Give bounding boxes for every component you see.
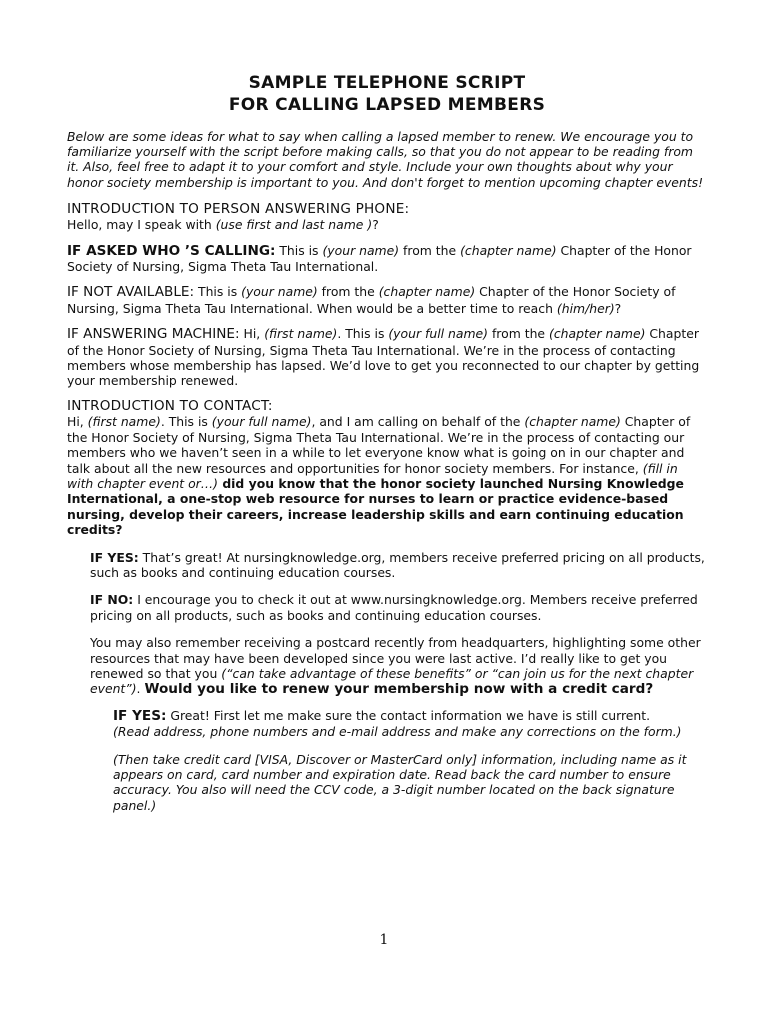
text-run: You may also remember receiving a postcard recently from headquarters, highlighting some other resources that may have been developed since you were last active. I’d really like to get you renewed so that you xyxy=(90,635,701,681)
section-who-calling xyxy=(67,243,707,275)
placeholder-text: (your full name) xyxy=(211,414,312,430)
page-title: SAMPLE TELEPHONE SCRIPT xyxy=(248,73,526,93)
section-heading: INTRODUCTION TO PERSON ANSWERING PHONE: xyxy=(67,200,410,217)
if-yes-response xyxy=(90,550,707,581)
page-number: 1 xyxy=(379,932,389,948)
section-text xyxy=(67,243,707,275)
text-run: Hello, may I speak with xyxy=(67,217,216,233)
if-yes-renew xyxy=(113,708,707,740)
section-text xyxy=(67,414,707,537)
text-run: Great! First let me make sure the contact information we have is still current. xyxy=(166,707,651,723)
credit-card-note xyxy=(113,752,707,814)
placeholder-text: (first name) xyxy=(264,326,338,342)
text-run: Chapter of the Honor Society of Nursing, Sigma Theta Tau International. We’re in the process of contacting our members who we haven’t seen in a while to let everyone know what is going on in our chapter and talk about all the new resources and opportunities for honor society members. For instance, xyxy=(67,414,691,476)
text-run: Chapter of the Honor Society of Nursing, Sigma Theta Tau International. We’re in the process of contacting members whose membership has lapsed. We’d love to get you reconnected to our chapter by getting your membership renewed. xyxy=(67,326,700,389)
section-heading: INTRODUCTION TO CONTACT: xyxy=(67,397,273,414)
section-person-answering xyxy=(67,202,707,233)
text-run: This is xyxy=(194,284,242,300)
intro-paragraph: Below are some ideas for what to say when calling a lapsed member to renew. We encourage you to familiarize yourself with the script before making calls, so that you do not appear to be reading from it. Also, feel free to adapt it to your comfort and style. Include your own thoughts about why your honor society membership is important to you. And don't forget to mention upcoming chapter events! xyxy=(67,129,704,190)
placeholder-text: (your name) xyxy=(241,284,318,300)
text-run: from the xyxy=(399,242,461,258)
text-run: ? xyxy=(614,300,622,316)
text-run: I encourage you to check it out at www.nursingknowledge.org. Members receive preferred pricing on all products, such as books and continuing education courses. xyxy=(90,592,698,623)
bold-question: did you know that the honor society launched Nursing Knowledge International, a one-stop web resource for nurses to learn or practice evidence-based nursing, develop their careers, increase leadership skills and earn continuing education credits? xyxy=(67,475,684,538)
if-no-response xyxy=(90,592,707,623)
page-subtitle: FOR CALLING LAPSED MEMBERS xyxy=(228,95,546,115)
text-run: That’s great! At nursingknowledge.org, members receive preferred pricing on all products, such as books and continuing education courses. xyxy=(90,549,705,580)
section-text xyxy=(67,326,707,389)
instruction-note: (Then take credit card [VISA, Discover or MasterCard only] information, including name as it appears on card, card number and expiration date. Read back the card number to ensure accuracy. You also will need the CCV code, a 3-digit number located on the back signature panel.) xyxy=(113,751,687,813)
text-run: Chapter of the Honor Society of Nursing, Sigma Theta Tau International. When would be a better time to reach xyxy=(67,284,676,316)
text-run: from the xyxy=(488,326,549,342)
section-label: IF ANSWERING MACHINE: xyxy=(67,326,240,343)
text-run: Hi, xyxy=(67,414,88,430)
text-run: Hi, xyxy=(239,326,265,342)
section-text xyxy=(67,217,707,232)
instruction-note: (Read address, phone numbers and e-mail address and make any corrections on the form.) xyxy=(113,724,682,740)
placeholder-text: (“can take advantage of these benefits” or “can join us for the next chapter event”) xyxy=(90,665,694,697)
section-label: IF ASKED WHO ’S CALLING: xyxy=(67,242,276,259)
placeholder-text: (chapter name) xyxy=(378,284,476,300)
postcard-paragraph xyxy=(90,635,707,698)
text-run: This is xyxy=(275,242,323,258)
section-answering-machine xyxy=(67,326,707,389)
placeholder-text: (fill in with chapter event or…) xyxy=(67,460,678,491)
placeholder-text: (your full name) xyxy=(388,326,488,342)
placeholder-text: (chapter name) xyxy=(524,414,621,430)
document-page xyxy=(67,72,707,813)
text-run: ? xyxy=(372,217,379,233)
section-label: IF YES: xyxy=(90,549,139,565)
section-text xyxy=(67,284,707,316)
section-contact xyxy=(67,399,707,538)
text-run: . This is xyxy=(337,326,389,342)
text-run: Chapter of the Honor Society of Nursing, Sigma Theta Tau International. xyxy=(67,242,692,275)
placeholder-text: (chapter name) xyxy=(460,242,557,258)
text-run: . This is xyxy=(160,414,212,430)
section-label: IF YES: xyxy=(113,707,167,724)
section-label: IF NO: xyxy=(90,592,134,608)
renewal-question: Would you like to renew your membership now with a credit card? xyxy=(144,681,654,698)
text-run: from the xyxy=(317,284,379,300)
placeholder-text: (chapter name) xyxy=(549,326,646,342)
placeholder-text: (him/her) xyxy=(556,300,615,316)
text-run: , and I am calling on behalf of the xyxy=(311,414,525,430)
section-not-available xyxy=(67,284,707,316)
placeholder-text: (use first and last name ) xyxy=(215,217,373,233)
text-run: . xyxy=(136,681,145,697)
placeholder-text: (your name) xyxy=(322,242,400,258)
placeholder-text: (first name) xyxy=(87,414,161,430)
section-label: IF NOT AVAILABLE: xyxy=(67,284,195,301)
